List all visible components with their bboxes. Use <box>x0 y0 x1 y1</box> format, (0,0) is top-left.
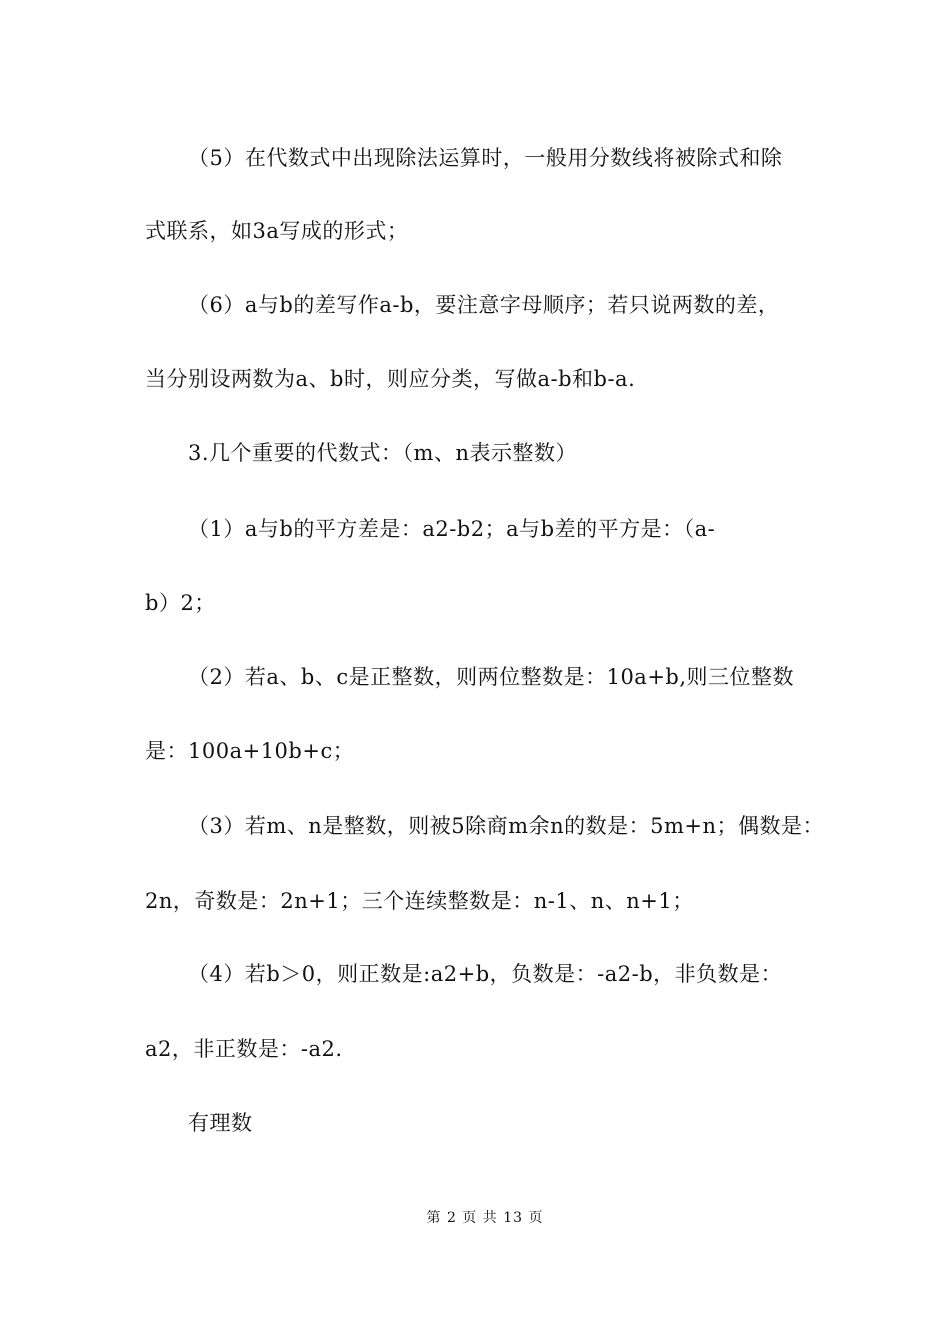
paragraph-line: 是：100a+10b+c； <box>145 739 355 763</box>
paragraph-line: （4）若b＞0，则正数是:a2+b，负数是：-a2-b，非负数是： <box>188 962 783 986</box>
paragraph-line: b）2； <box>145 591 216 615</box>
paragraph-line: （6）a与b的差写作a-b，要注意字母顺序；若只说两数的差， <box>188 293 780 317</box>
section-heading: 有理数 <box>188 1111 253 1135</box>
paragraph-line: 式联系，如3a写成的形式； <box>145 219 409 243</box>
paragraph-line: （3）若m、n是整数，则被5除商m余n的数是：5m+n；偶数是： <box>188 814 824 838</box>
section-heading: 3.几个重要的代数式：（m、n表示整数） <box>188 441 577 465</box>
paragraph-line: a2，非正数是：-a2. <box>145 1037 343 1061</box>
paragraph-line: （2）若a、b、c是正整数，则两位整数是：10a+b,则三位整数 <box>188 665 795 689</box>
paragraph-line: 当分别设两数为a、b时，则应分类，写做a-b和b-a. <box>145 367 636 391</box>
paragraph-line: （1）a与b的平方差是：a2-b2；a与b差的平方是：（a- <box>188 517 716 541</box>
paragraph-line: 2n，奇数是：2n+1；三个连续整数是：n-1、n、n+1； <box>145 889 694 913</box>
page-number-footer: 第 2 页 共 13 页 <box>426 1210 544 1226</box>
paragraph-line: （5）在代数式中出现除法运算时，一般用分数线将被除式和除 <box>188 146 783 170</box>
